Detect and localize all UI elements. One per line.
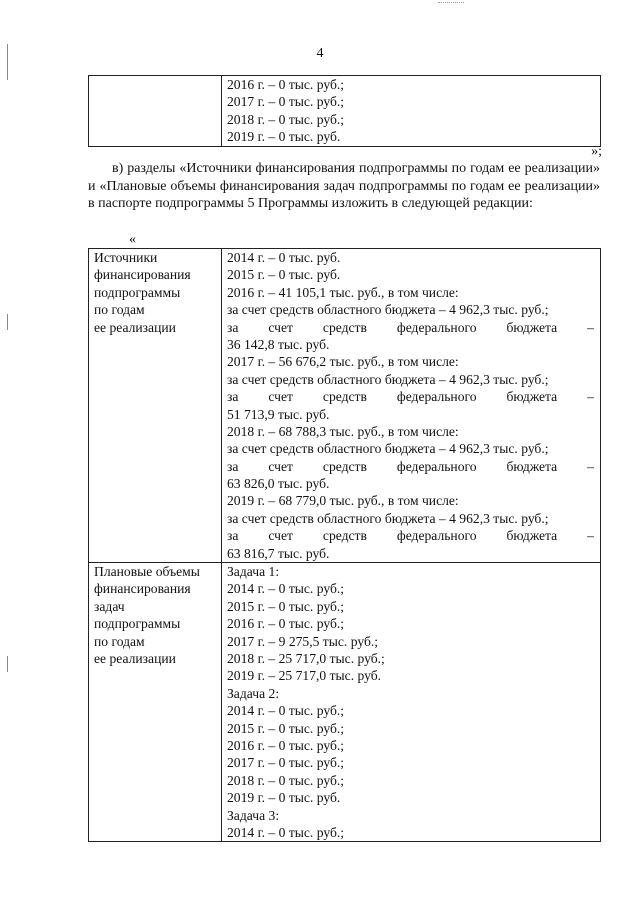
section-label-line: подпрограммы bbox=[94, 616, 181, 632]
value-line: 2019 г. – 0 тыс. руб. bbox=[227, 129, 341, 145]
word: средств bbox=[322, 528, 367, 544]
section-values-cell bbox=[222, 563, 601, 842]
value-line: 63 826,0 тыс. руб. bbox=[227, 476, 330, 492]
section-label-line: Источники bbox=[94, 250, 158, 265]
amendment-paragraph bbox=[88, 160, 600, 213]
value-line: 2016 г. – 0 тыс. руб.; bbox=[227, 77, 345, 92]
word: счет bbox=[268, 458, 293, 474]
value-line: 51 713,9 тыс. руб. bbox=[227, 406, 330, 422]
section-label-cell bbox=[89, 249, 222, 563]
word: за bbox=[227, 458, 239, 474]
value-line: 2017 г. – 0 тыс. руб.; bbox=[227, 755, 345, 771]
word: средств bbox=[322, 389, 367, 405]
value-line: 2016 г. – 0 тыс. руб.; bbox=[227, 737, 345, 753]
value-line: Задача 3: bbox=[227, 807, 280, 823]
table-cell-label bbox=[89, 76, 222, 147]
page-number: 4 bbox=[316, 46, 324, 61]
opening-quote: « bbox=[129, 232, 136, 247]
value-line: 2014 г. – 0 тыс. руб. bbox=[227, 250, 341, 265]
section-label-line: Плановые объемы bbox=[94, 564, 200, 580]
value-line: 2014 г. – 0 тыс. руб.; bbox=[227, 824, 345, 840]
section-label-line: ее реализации bbox=[94, 650, 176, 666]
passport-table bbox=[88, 248, 601, 842]
section-label-line: финансирования bbox=[94, 581, 191, 597]
section-label-line: по годам bbox=[94, 633, 145, 649]
word: федерального bbox=[396, 528, 477, 544]
word: – bbox=[587, 528, 594, 544]
word: – bbox=[587, 389, 594, 405]
section-label-line: подпрограммы bbox=[94, 284, 181, 300]
margin-mark bbox=[7, 656, 8, 672]
value-line: Задача 2: bbox=[227, 685, 280, 701]
word: счет bbox=[268, 389, 293, 405]
value-line: 2017 г. – 0 тыс. руб.; bbox=[227, 94, 345, 110]
justified-line bbox=[227, 319, 594, 336]
value-line: 2015 г. – 0 тыс. руб. bbox=[227, 267, 341, 283]
table-row bbox=[89, 76, 601, 147]
section-values-cell bbox=[222, 249, 601, 563]
value-line: 2019 г. – 25 717,0 тыс. руб. bbox=[227, 668, 382, 684]
value-line: 2017 г. – 56 676,2 тыс. руб., в том числе: bbox=[227, 354, 459, 370]
word: средств bbox=[322, 319, 367, 335]
word: федерального bbox=[396, 319, 477, 335]
section-label-line: по годам bbox=[94, 302, 145, 318]
word: – bbox=[587, 319, 594, 335]
value-line: 2016 г. – 0 тыс. руб.; bbox=[227, 616, 345, 632]
amendment-text: в) разделы «Источники финансирования подпрограммы по годам ее реализации» и «Плановые объемы финансирования задач подпрограммы по годам ее реализации» в паспорте подпрограммы 5 Программы изложить в следующей редакции: bbox=[88, 161, 600, 212]
word: за bbox=[227, 319, 239, 335]
value-line: за счет средств областного бюджета – 4 962,3 тыс. руб.; bbox=[227, 510, 549, 526]
justified-line bbox=[227, 388, 594, 405]
closing-quote: »; bbox=[591, 144, 602, 159]
value-line: 2016 г. – 41 105,1 тыс. руб., в том числе: bbox=[227, 284, 459, 300]
justified-line bbox=[227, 527, 594, 544]
table-row bbox=[89, 249, 601, 563]
word: – bbox=[587, 458, 594, 474]
section-label-line: задач bbox=[94, 598, 125, 614]
word: за bbox=[227, 528, 239, 544]
value-line: за счет средств областного бюджета – 4 962,3 тыс. руб.; bbox=[227, 441, 549, 457]
value-line: 63 816,7 тыс. руб. bbox=[227, 545, 330, 561]
value-line: 2019 г. – 68 779,0 тыс. руб., в том числе: bbox=[227, 493, 459, 509]
word: бюджета bbox=[506, 319, 558, 335]
section-label-line: финансирования bbox=[94, 267, 191, 283]
value-line: 2017 г. – 9 275,5 тыс. руб.; bbox=[227, 633, 379, 649]
value-line: 2015 г. – 0 тыс. руб.; bbox=[227, 720, 345, 736]
word: счет bbox=[268, 528, 293, 544]
word: федерального bbox=[396, 389, 477, 405]
word: средств bbox=[322, 458, 367, 474]
value-line: 2018 г. – 25 717,0 тыс. руб.; bbox=[227, 650, 385, 666]
value-line: 36 142,8 тыс. руб. bbox=[227, 336, 330, 352]
word: за bbox=[227, 389, 239, 405]
value-line: Задача 1: bbox=[227, 564, 280, 580]
value-line: за счет средств областного бюджета – 4 962,3 тыс. руб.; bbox=[227, 371, 549, 387]
word: счет bbox=[268, 319, 293, 335]
section-label-line: ее реализации bbox=[94, 319, 176, 335]
value-line: 2018 г. – 68 788,3 тыс. руб., в том числе: bbox=[227, 423, 459, 439]
justified-line bbox=[227, 458, 594, 475]
word: бюджета bbox=[506, 389, 558, 405]
table-cell-values bbox=[222, 76, 601, 147]
top-table bbox=[88, 75, 601, 147]
scan-artifact bbox=[438, 2, 464, 5]
value-line: 2015 г. – 0 тыс. руб.; bbox=[227, 598, 345, 614]
word: федерального bbox=[396, 458, 477, 474]
section-label-cell bbox=[89, 563, 222, 842]
value-line: за счет средств областного бюджета – 4 962,3 тыс. руб.; bbox=[227, 302, 549, 318]
value-line: 2018 г. – 0 тыс. руб.; bbox=[227, 111, 345, 127]
value-line: 2018 г. – 0 тыс. руб.; bbox=[227, 772, 345, 788]
table-row bbox=[89, 563, 601, 842]
word: бюджета bbox=[506, 528, 558, 544]
word: бюджета bbox=[506, 458, 558, 474]
margin-mark bbox=[7, 314, 8, 330]
value-line: 2014 г. – 0 тыс. руб.; bbox=[227, 703, 345, 719]
value-line: 2019 г. – 0 тыс. руб. bbox=[227, 790, 341, 806]
value-line: 2014 г. – 0 тыс. руб.; bbox=[227, 581, 345, 597]
